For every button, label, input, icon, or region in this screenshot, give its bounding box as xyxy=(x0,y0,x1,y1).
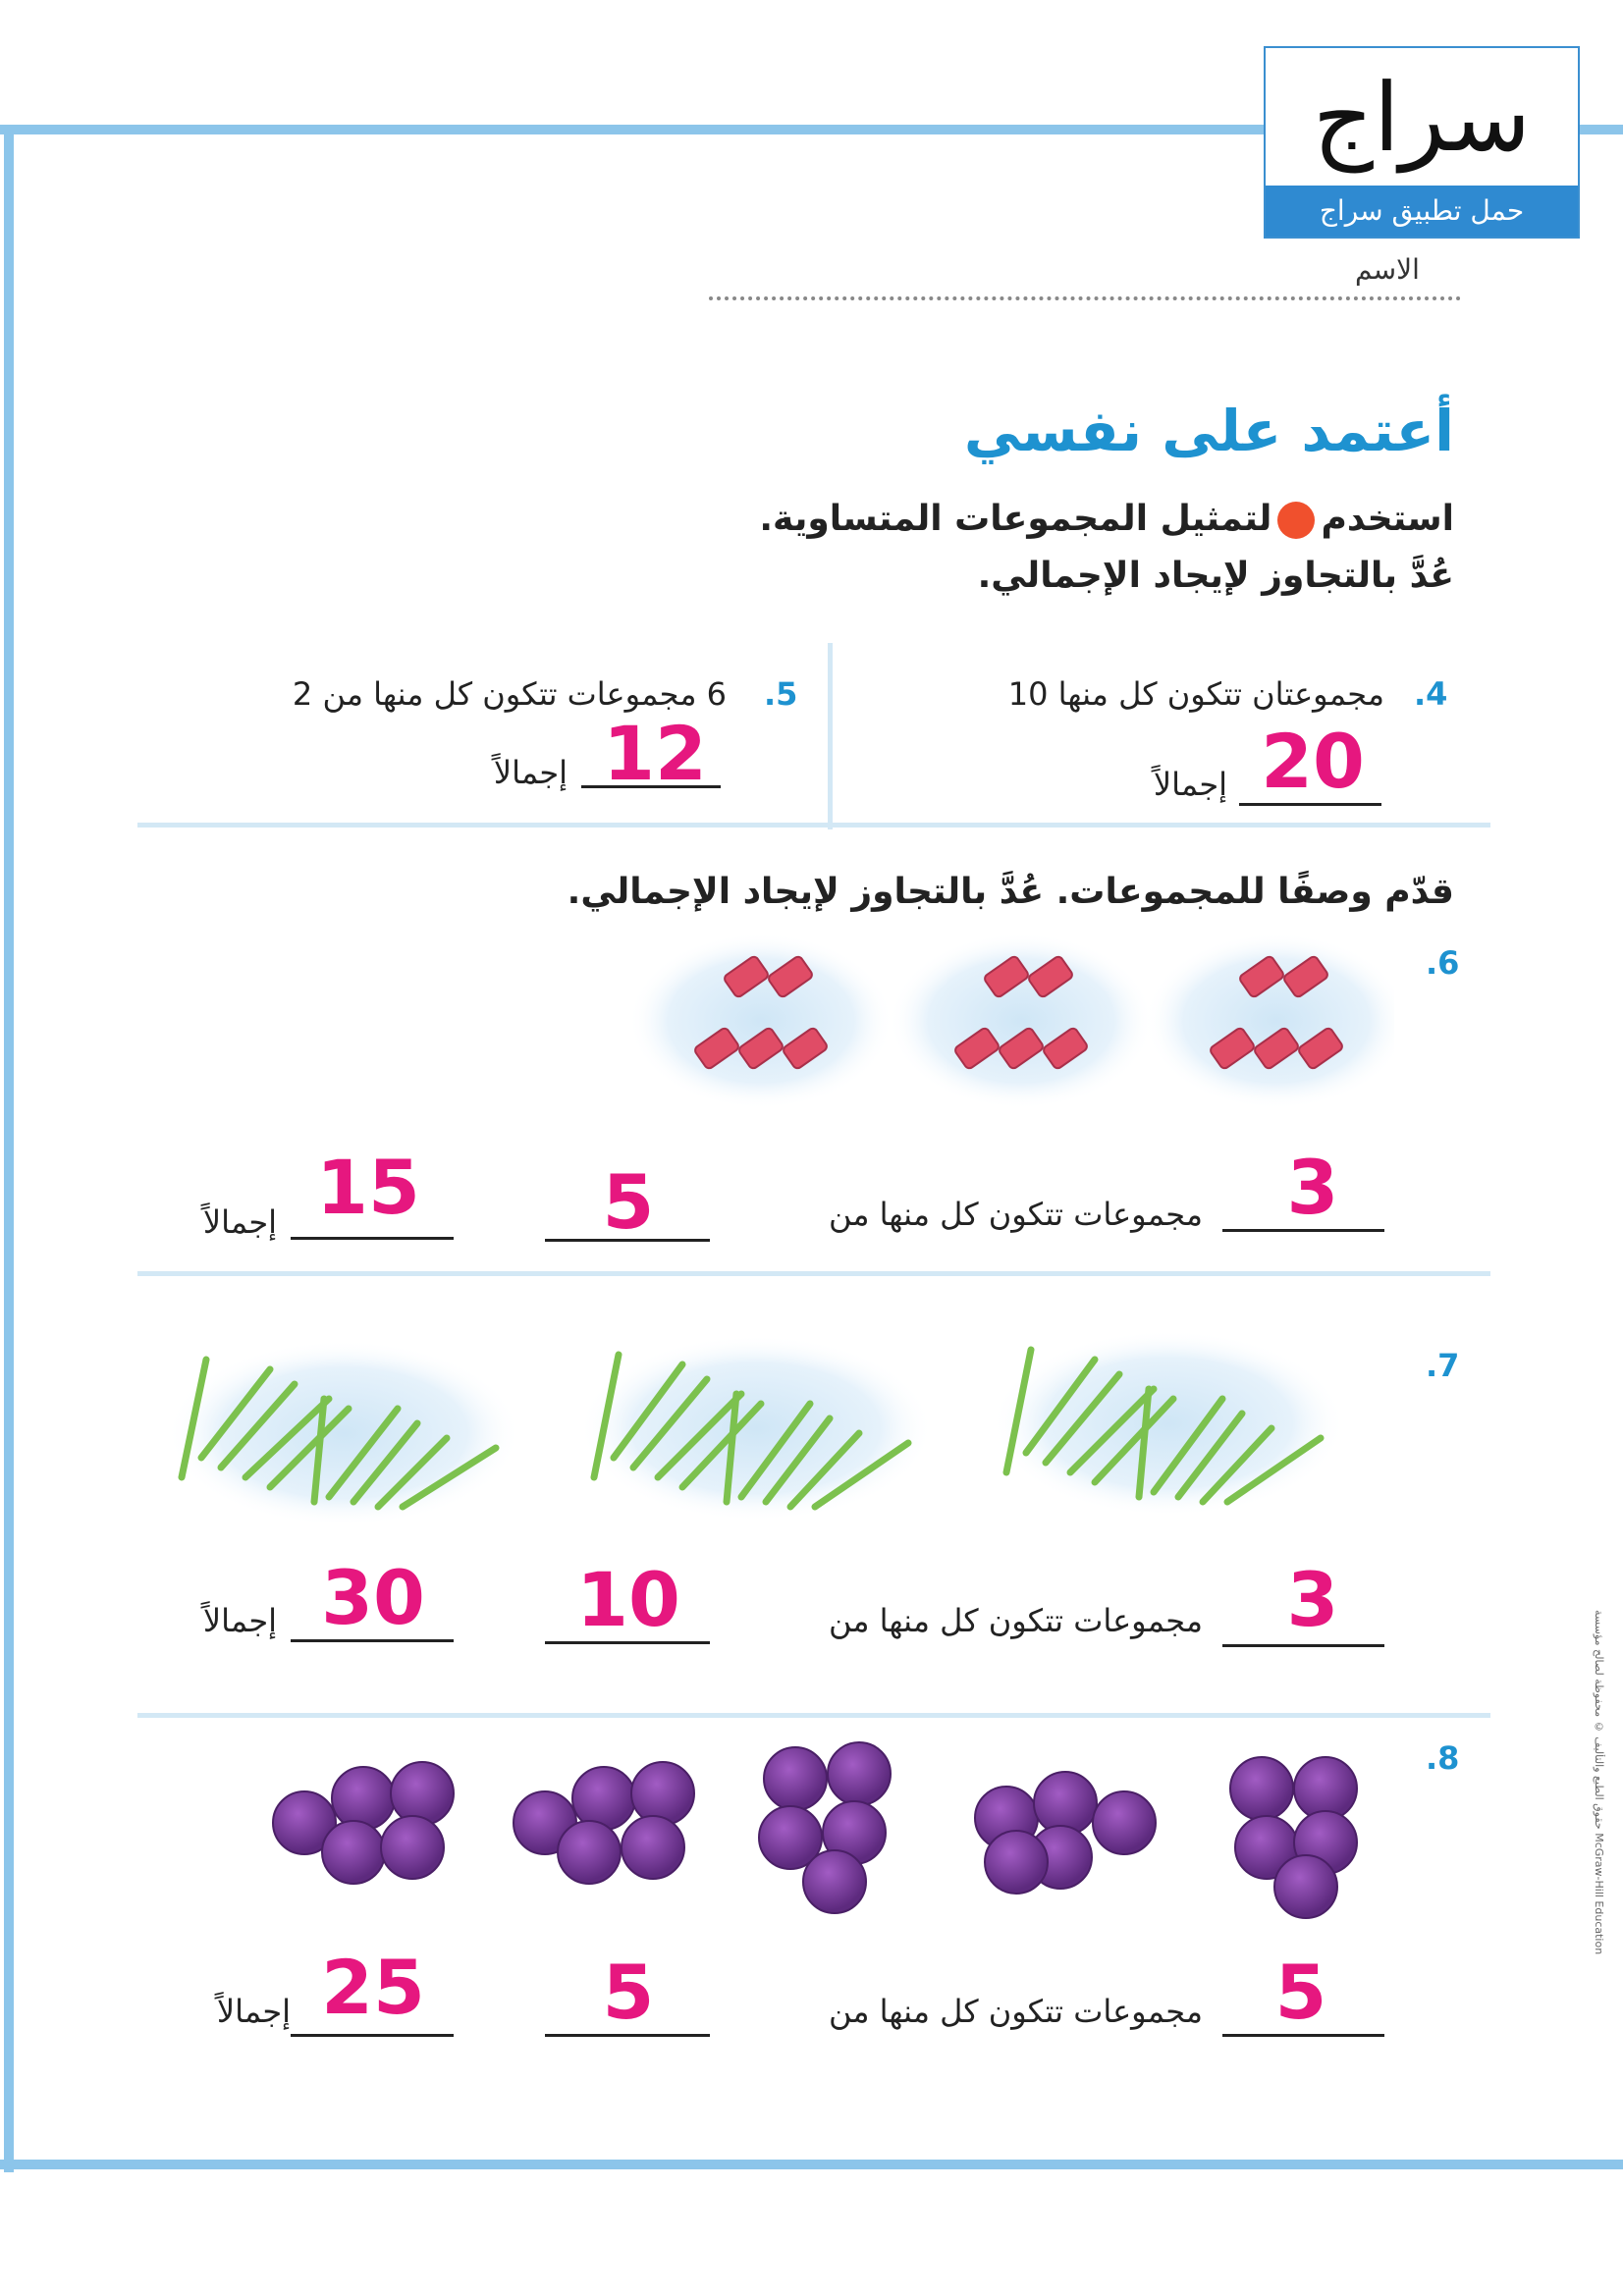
q4-total-label: إجمالاً xyxy=(1153,766,1227,803)
instruction-line-2: عُدَّ بالتجاوز لإيجاد الإجمالي. xyxy=(977,556,1454,596)
q7-each-answer[interactable]: 10 xyxy=(576,1556,680,1643)
name-label: الاسم xyxy=(1355,253,1420,286)
q8-total-answer[interactable]: 25 xyxy=(321,1944,425,2031)
q6-total-line xyxy=(291,1237,454,1240)
q8-group-3 xyxy=(759,1742,891,1913)
q6-each-line xyxy=(545,1239,710,1242)
q8-number: .8 xyxy=(1426,1739,1460,1777)
q8-total-line xyxy=(291,2034,454,2037)
q8-group-5 xyxy=(273,1762,454,1884)
q8-grape-groups xyxy=(260,1730,1380,1926)
instruction-use: استخدم xyxy=(1321,499,1454,539)
q6-groups-answer[interactable]: 3 xyxy=(1286,1144,1339,1231)
q6-group-3 xyxy=(628,933,893,1109)
q5-answer[interactable]: 12 xyxy=(603,710,707,797)
q8-groups-label: مجموعات تتكون كل منها من xyxy=(828,1993,1203,2030)
q4-number: .4 xyxy=(1414,675,1448,713)
q8-each-answer[interactable]: 5 xyxy=(602,1949,655,2036)
q8-groups-line xyxy=(1222,2034,1384,2037)
bottom-border-line xyxy=(0,2160,1623,2169)
q8-group-4 xyxy=(514,1762,694,1884)
q7-total-label: إجمالاً xyxy=(202,1602,277,1639)
q5-text: 6 مجموعات تتكون كل منها من 2 xyxy=(292,675,727,713)
left-border-line xyxy=(4,125,14,2172)
logo-name: سراج xyxy=(1312,63,1532,173)
q4-answer-line xyxy=(1239,803,1381,806)
q5-answer-line xyxy=(581,785,721,788)
q5-total-label: إجمالاً xyxy=(493,754,568,791)
instruction-represent: لتمثيل المجموعات المتساوية. xyxy=(759,499,1272,539)
red-counter-icon xyxy=(1277,502,1315,539)
q7-groups-line xyxy=(1222,1644,1384,1647)
q5-number: .5 xyxy=(764,675,798,713)
section-divider-2 xyxy=(137,1271,1490,1276)
q6-number: .6 xyxy=(1426,944,1460,982)
q8-total-label: إجمالاً xyxy=(216,1993,291,2030)
siraj-logo[interactable] xyxy=(1264,46,1580,239)
q6-total-label: إجمالاً xyxy=(202,1203,277,1241)
q7-group-3 xyxy=(167,1340,520,1526)
page-title: أعتمد على نفسي xyxy=(963,398,1454,464)
q6-eraser-groups xyxy=(628,923,1394,1119)
instruction-line-1 xyxy=(759,499,1454,539)
q7-each-line xyxy=(545,1641,710,1644)
q4-text: مجموعتان تتكون كل منها 10 xyxy=(1007,675,1384,713)
q8-group-2 xyxy=(975,1772,1156,1894)
q6-groups-label: مجموعات تتكون كل منها من xyxy=(828,1196,1203,1233)
q7-pencil-groups xyxy=(162,1330,1365,1531)
q6-group-1 xyxy=(1144,933,1394,1109)
q6-total-answer[interactable]: 15 xyxy=(316,1144,420,1231)
section2-instruction: قدّم وصفًا للمجموعات. عُدَّ بالتجاوز لإيجاد الإجمالي. xyxy=(567,872,1454,912)
q8-each-line xyxy=(545,2034,710,2037)
q4-q5-divider xyxy=(828,643,833,829)
q7-total-line xyxy=(291,1639,454,1642)
section-divider-1 xyxy=(137,823,1490,828)
q6-each-answer[interactable]: 5 xyxy=(602,1158,655,1246)
q7-total-answer[interactable]: 30 xyxy=(321,1554,425,1641)
q8-group-1 xyxy=(1230,1757,1357,1918)
copyright-note: حقوق الطبع والتأليف © محفوظة لصالح مؤسسة McGraw-Hill Education xyxy=(1593,1610,1605,1955)
section-divider-3 xyxy=(137,1713,1490,1718)
name-field-line[interactable] xyxy=(709,296,1461,300)
q4-answer[interactable]: 20 xyxy=(1261,718,1365,805)
q7-group-2 xyxy=(579,1335,933,1522)
q8-groups-answer[interactable]: 5 xyxy=(1274,1949,1327,2036)
q7-groups-label: مجموعات تتكون كل منها من xyxy=(828,1602,1203,1639)
q7-number: .7 xyxy=(1426,1347,1460,1384)
logo-tagline: حمل تطبيق سراج xyxy=(1266,186,1578,237)
q7-groups-answer[interactable]: 3 xyxy=(1286,1556,1339,1643)
q6-group-2 xyxy=(889,933,1154,1109)
q7-group-1 xyxy=(992,1330,1345,1517)
q6-groups-line xyxy=(1222,1229,1384,1232)
